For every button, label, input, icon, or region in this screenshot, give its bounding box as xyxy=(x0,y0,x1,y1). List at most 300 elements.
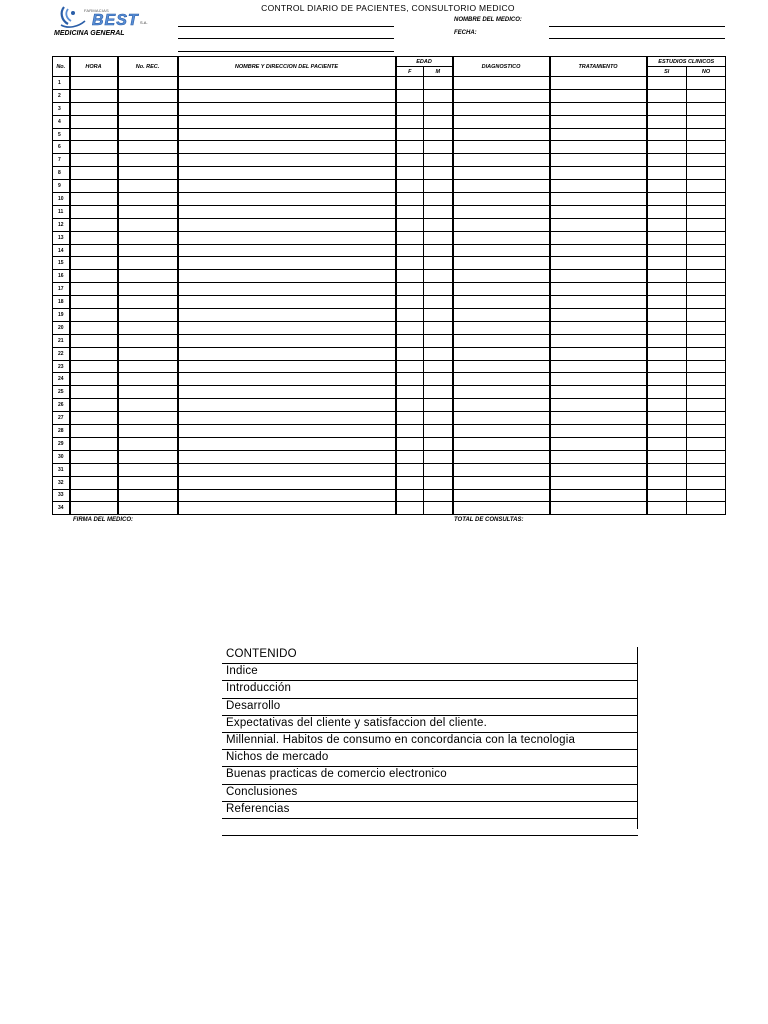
edad-m-cell[interactable] xyxy=(424,257,453,270)
nombre-cell[interactable] xyxy=(178,128,396,141)
hora-cell[interactable] xyxy=(70,347,118,360)
estudios-si-cell[interactable] xyxy=(647,321,687,334)
rec-cell[interactable] xyxy=(118,399,178,412)
rec-cell[interactable] xyxy=(118,309,178,322)
rec-cell[interactable] xyxy=(118,489,178,502)
tratamiento-cell[interactable] xyxy=(550,218,647,231)
date-field[interactable] xyxy=(549,38,725,39)
diagnostico-cell[interactable] xyxy=(453,270,550,283)
hora-cell[interactable] xyxy=(70,205,118,218)
hora-cell[interactable] xyxy=(70,489,118,502)
hora-cell[interactable] xyxy=(70,244,118,257)
estudios-si-cell[interactable] xyxy=(647,450,687,463)
edad-m-cell[interactable] xyxy=(424,399,453,412)
edad-f-cell[interactable] xyxy=(396,167,424,180)
hora-cell[interactable] xyxy=(70,425,118,438)
edad-m-cell[interactable] xyxy=(424,412,453,425)
tratamiento-cell[interactable] xyxy=(550,257,647,270)
diagnostico-cell[interactable] xyxy=(453,77,550,90)
diagnostico-cell[interactable] xyxy=(453,489,550,502)
edad-f-cell[interactable] xyxy=(396,334,424,347)
diagnostico-cell[interactable] xyxy=(453,141,550,154)
diagnostico-cell[interactable] xyxy=(453,412,550,425)
estudios-si-cell[interactable] xyxy=(647,102,687,115)
edad-f-cell[interactable] xyxy=(396,502,424,515)
nombre-cell[interactable] xyxy=(178,231,396,244)
tratamiento-cell[interactable] xyxy=(550,102,647,115)
hora-cell[interactable] xyxy=(70,283,118,296)
rec-cell[interactable] xyxy=(118,270,178,283)
nombre-cell[interactable] xyxy=(178,283,396,296)
edad-f-cell[interactable] xyxy=(396,102,424,115)
diagnostico-cell[interactable] xyxy=(453,476,550,489)
estudios-si-cell[interactable] xyxy=(647,437,687,450)
hora-cell[interactable] xyxy=(70,296,118,309)
tratamiento-cell[interactable] xyxy=(550,231,647,244)
tratamiento-cell[interactable] xyxy=(550,437,647,450)
tratamiento-cell[interactable] xyxy=(550,450,647,463)
nombre-cell[interactable] xyxy=(178,244,396,257)
rec-cell[interactable] xyxy=(118,154,178,167)
estudios-si-cell[interactable] xyxy=(647,244,687,257)
diagnostico-cell[interactable] xyxy=(453,360,550,373)
rec-cell[interactable] xyxy=(118,102,178,115)
diagnostico-cell[interactable] xyxy=(453,437,550,450)
edad-f-cell[interactable] xyxy=(396,128,424,141)
nombre-cell[interactable] xyxy=(178,360,396,373)
edad-m-cell[interactable] xyxy=(424,296,453,309)
estudios-no-cell[interactable] xyxy=(687,205,726,218)
nombre-cell[interactable] xyxy=(178,425,396,438)
edad-f-cell[interactable] xyxy=(396,425,424,438)
hora-cell[interactable] xyxy=(70,77,118,90)
tratamiento-cell[interactable] xyxy=(550,425,647,438)
tratamiento-cell[interactable] xyxy=(550,77,647,90)
estudios-si-cell[interactable] xyxy=(647,476,687,489)
nombre-cell[interactable] xyxy=(178,502,396,515)
hora-cell[interactable] xyxy=(70,360,118,373)
diagnostico-cell[interactable] xyxy=(453,321,550,334)
diagnostico-cell[interactable] xyxy=(453,309,550,322)
nombre-cell[interactable] xyxy=(178,167,396,180)
estudios-si-cell[interactable] xyxy=(647,399,687,412)
tratamiento-cell[interactable] xyxy=(550,193,647,206)
estudios-si-cell[interactable] xyxy=(647,218,687,231)
estudios-no-cell[interactable] xyxy=(687,412,726,425)
estudios-si-cell[interactable] xyxy=(647,489,687,502)
estudios-no-cell[interactable] xyxy=(687,373,726,386)
rec-cell[interactable] xyxy=(118,373,178,386)
hora-cell[interactable] xyxy=(70,89,118,102)
estudios-si-cell[interactable] xyxy=(647,89,687,102)
tratamiento-cell[interactable] xyxy=(550,244,647,257)
rec-cell[interactable] xyxy=(118,77,178,90)
edad-m-cell[interactable] xyxy=(424,193,453,206)
edad-m-cell[interactable] xyxy=(424,463,453,476)
hora-cell[interactable] xyxy=(70,102,118,115)
tratamiento-cell[interactable] xyxy=(550,399,647,412)
estudios-no-cell[interactable] xyxy=(687,463,726,476)
diagnostico-cell[interactable] xyxy=(453,373,550,386)
edad-m-cell[interactable] xyxy=(424,77,453,90)
nombre-cell[interactable] xyxy=(178,193,396,206)
nombre-cell[interactable] xyxy=(178,476,396,489)
nombre-cell[interactable] xyxy=(178,102,396,115)
edad-m-cell[interactable] xyxy=(424,347,453,360)
nombre-cell[interactable] xyxy=(178,154,396,167)
edad-f-cell[interactable] xyxy=(396,244,424,257)
estudios-si-cell[interactable] xyxy=(647,334,687,347)
rec-cell[interactable] xyxy=(118,231,178,244)
edad-m-cell[interactable] xyxy=(424,270,453,283)
edad-m-cell[interactable] xyxy=(424,102,453,115)
nombre-cell[interactable] xyxy=(178,89,396,102)
hora-cell[interactable] xyxy=(70,128,118,141)
edad-m-cell[interactable] xyxy=(424,321,453,334)
edad-m-cell[interactable] xyxy=(424,154,453,167)
estudios-si-cell[interactable] xyxy=(647,386,687,399)
diagnostico-cell[interactable] xyxy=(453,425,550,438)
tratamiento-cell[interactable] xyxy=(550,115,647,128)
tratamiento-cell[interactable] xyxy=(550,309,647,322)
hora-cell[interactable] xyxy=(70,412,118,425)
hora-cell[interactable] xyxy=(70,193,118,206)
edad-f-cell[interactable] xyxy=(396,257,424,270)
edad-m-cell[interactable] xyxy=(424,180,453,193)
tratamiento-cell[interactable] xyxy=(550,154,647,167)
estudios-no-cell[interactable] xyxy=(687,296,726,309)
hora-cell[interactable] xyxy=(70,463,118,476)
edad-f-cell[interactable] xyxy=(396,77,424,90)
rec-cell[interactable] xyxy=(118,205,178,218)
edad-f-cell[interactable] xyxy=(396,154,424,167)
rec-cell[interactable] xyxy=(118,502,178,515)
estudios-si-cell[interactable] xyxy=(647,309,687,322)
estudios-no-cell[interactable] xyxy=(687,141,726,154)
diagnostico-cell[interactable] xyxy=(453,334,550,347)
estudios-no-cell[interactable] xyxy=(687,425,726,438)
edad-f-cell[interactable] xyxy=(396,489,424,502)
nombre-cell[interactable] xyxy=(178,450,396,463)
edad-m-cell[interactable] xyxy=(424,502,453,515)
tratamiento-cell[interactable] xyxy=(550,360,647,373)
edad-m-cell[interactable] xyxy=(424,425,453,438)
edad-f-cell[interactable] xyxy=(396,360,424,373)
hora-cell[interactable] xyxy=(70,334,118,347)
tratamiento-cell[interactable] xyxy=(550,89,647,102)
edad-m-cell[interactable] xyxy=(424,360,453,373)
tratamiento-cell[interactable] xyxy=(550,489,647,502)
rec-cell[interactable] xyxy=(118,437,178,450)
diagnostico-cell[interactable] xyxy=(453,463,550,476)
diagnostico-cell[interactable] xyxy=(453,193,550,206)
estudios-no-cell[interactable] xyxy=(687,128,726,141)
estudios-no-cell[interactable] xyxy=(687,89,726,102)
tratamiento-cell[interactable] xyxy=(550,463,647,476)
hora-cell[interactable] xyxy=(70,270,118,283)
estudios-si-cell[interactable] xyxy=(647,257,687,270)
estudios-si-cell[interactable] xyxy=(647,360,687,373)
edad-m-cell[interactable] xyxy=(424,437,453,450)
hora-cell[interactable] xyxy=(70,373,118,386)
nombre-cell[interactable] xyxy=(178,334,396,347)
nombre-cell[interactable] xyxy=(178,373,396,386)
diagnostico-cell[interactable] xyxy=(453,154,550,167)
nombre-cell[interactable] xyxy=(178,399,396,412)
diagnostico-cell[interactable] xyxy=(453,115,550,128)
rec-cell[interactable] xyxy=(118,321,178,334)
edad-f-cell[interactable] xyxy=(396,309,424,322)
nombre-cell[interactable] xyxy=(178,309,396,322)
tratamiento-cell[interactable] xyxy=(550,141,647,154)
estudios-si-cell[interactable] xyxy=(647,425,687,438)
tratamiento-cell[interactable] xyxy=(550,205,647,218)
nombre-cell[interactable] xyxy=(178,347,396,360)
estudios-no-cell[interactable] xyxy=(687,180,726,193)
tratamiento-cell[interactable] xyxy=(550,321,647,334)
rec-cell[interactable] xyxy=(118,180,178,193)
edad-f-cell[interactable] xyxy=(396,386,424,399)
estudios-no-cell[interactable] xyxy=(687,102,726,115)
tratamiento-cell[interactable] xyxy=(550,412,647,425)
hora-cell[interactable] xyxy=(70,231,118,244)
diagnostico-cell[interactable] xyxy=(453,450,550,463)
rec-cell[interactable] xyxy=(118,283,178,296)
edad-f-cell[interactable] xyxy=(396,89,424,102)
estudios-si-cell[interactable] xyxy=(647,412,687,425)
estudios-no-cell[interactable] xyxy=(687,244,726,257)
rec-cell[interactable] xyxy=(118,334,178,347)
estudios-si-cell[interactable] xyxy=(647,77,687,90)
edad-f-cell[interactable] xyxy=(396,476,424,489)
edad-m-cell[interactable] xyxy=(424,141,453,154)
rec-cell[interactable] xyxy=(118,347,178,360)
rec-cell[interactable] xyxy=(118,450,178,463)
nombre-cell[interactable] xyxy=(178,437,396,450)
estudios-no-cell[interactable] xyxy=(687,347,726,360)
edad-f-cell[interactable] xyxy=(396,347,424,360)
estudios-no-cell[interactable] xyxy=(687,309,726,322)
edad-f-cell[interactable] xyxy=(396,270,424,283)
hora-cell[interactable] xyxy=(70,450,118,463)
nombre-cell[interactable] xyxy=(178,115,396,128)
diagnostico-cell[interactable] xyxy=(453,89,550,102)
edad-f-cell[interactable] xyxy=(396,180,424,193)
edad-m-cell[interactable] xyxy=(424,373,453,386)
hora-cell[interactable] xyxy=(70,399,118,412)
diagnostico-cell[interactable] xyxy=(453,386,550,399)
diagnostico-cell[interactable] xyxy=(453,296,550,309)
estudios-si-cell[interactable] xyxy=(647,180,687,193)
edad-m-cell[interactable] xyxy=(424,476,453,489)
edad-m-cell[interactable] xyxy=(424,128,453,141)
edad-m-cell[interactable] xyxy=(424,334,453,347)
estudios-si-cell[interactable] xyxy=(647,141,687,154)
tratamiento-cell[interactable] xyxy=(550,373,647,386)
nombre-cell[interactable] xyxy=(178,296,396,309)
edad-f-cell[interactable] xyxy=(396,321,424,334)
nombre-cell[interactable] xyxy=(178,218,396,231)
nombre-cell[interactable] xyxy=(178,489,396,502)
diagnostico-cell[interactable] xyxy=(453,128,550,141)
edad-m-cell[interactable] xyxy=(424,309,453,322)
rec-cell[interactable] xyxy=(118,128,178,141)
diagnostico-cell[interactable] xyxy=(453,167,550,180)
estudios-si-cell[interactable] xyxy=(647,154,687,167)
edad-m-cell[interactable] xyxy=(424,244,453,257)
diagnostico-cell[interactable] xyxy=(453,244,550,257)
edad-f-cell[interactable] xyxy=(396,412,424,425)
estudios-no-cell[interactable] xyxy=(687,489,726,502)
edad-f-cell[interactable] xyxy=(396,296,424,309)
rec-cell[interactable] xyxy=(118,412,178,425)
hora-cell[interactable] xyxy=(70,141,118,154)
edad-f-cell[interactable] xyxy=(396,437,424,450)
edad-f-cell[interactable] xyxy=(396,205,424,218)
rec-cell[interactable] xyxy=(118,386,178,399)
estudios-si-cell[interactable] xyxy=(647,283,687,296)
edad-m-cell[interactable] xyxy=(424,489,453,502)
estudios-no-cell[interactable] xyxy=(687,283,726,296)
nombre-cell[interactable] xyxy=(178,386,396,399)
nombre-cell[interactable] xyxy=(178,321,396,334)
edad-f-cell[interactable] xyxy=(396,399,424,412)
estudios-si-cell[interactable] xyxy=(647,373,687,386)
edad-f-cell[interactable] xyxy=(396,463,424,476)
hora-cell[interactable] xyxy=(70,476,118,489)
estudios-no-cell[interactable] xyxy=(687,167,726,180)
estudios-si-cell[interactable] xyxy=(647,231,687,244)
rec-cell[interactable] xyxy=(118,167,178,180)
nombre-cell[interactable] xyxy=(178,412,396,425)
tratamiento-cell[interactable] xyxy=(550,502,647,515)
diagnostico-cell[interactable] xyxy=(453,502,550,515)
estudios-si-cell[interactable] xyxy=(647,193,687,206)
edad-f-cell[interactable] xyxy=(396,141,424,154)
diagnostico-cell[interactable] xyxy=(453,399,550,412)
edad-f-cell[interactable] xyxy=(396,373,424,386)
tratamiento-cell[interactable] xyxy=(550,167,647,180)
tratamiento-cell[interactable] xyxy=(550,296,647,309)
hora-cell[interactable] xyxy=(70,502,118,515)
estudios-si-cell[interactable] xyxy=(647,463,687,476)
nombre-cell[interactable] xyxy=(178,257,396,270)
estudios-si-cell[interactable] xyxy=(647,270,687,283)
estudios-no-cell[interactable] xyxy=(687,386,726,399)
rec-cell[interactable] xyxy=(118,257,178,270)
edad-m-cell[interactable] xyxy=(424,386,453,399)
estudios-no-cell[interactable] xyxy=(687,77,726,90)
edad-m-cell[interactable] xyxy=(424,205,453,218)
estudios-si-cell[interactable] xyxy=(647,502,687,515)
estudios-no-cell[interactable] xyxy=(687,154,726,167)
rec-cell[interactable] xyxy=(118,89,178,102)
nombre-cell[interactable] xyxy=(178,205,396,218)
rec-cell[interactable] xyxy=(118,193,178,206)
diagnostico-cell[interactable] xyxy=(453,205,550,218)
nombre-cell[interactable] xyxy=(178,141,396,154)
nombre-cell[interactable] xyxy=(178,77,396,90)
nombre-cell[interactable] xyxy=(178,270,396,283)
doctor-name-field[interactable] xyxy=(549,26,725,27)
rec-cell[interactable] xyxy=(118,296,178,309)
hora-cell[interactable] xyxy=(70,167,118,180)
estudios-no-cell[interactable] xyxy=(687,257,726,270)
estudios-no-cell[interactable] xyxy=(687,231,726,244)
diagnostico-cell[interactable] xyxy=(453,283,550,296)
estudios-no-cell[interactable] xyxy=(687,321,726,334)
diagnostico-cell[interactable] xyxy=(453,347,550,360)
edad-f-cell[interactable] xyxy=(396,450,424,463)
estudios-no-cell[interactable] xyxy=(687,115,726,128)
edad-m-cell[interactable] xyxy=(424,231,453,244)
diagnostico-cell[interactable] xyxy=(453,257,550,270)
edad-f-cell[interactable] xyxy=(396,115,424,128)
rec-cell[interactable] xyxy=(118,244,178,257)
edad-f-cell[interactable] xyxy=(396,283,424,296)
hora-cell[interactable] xyxy=(70,180,118,193)
tratamiento-cell[interactable] xyxy=(550,283,647,296)
estudios-no-cell[interactable] xyxy=(687,334,726,347)
edad-m-cell[interactable] xyxy=(424,167,453,180)
estudios-si-cell[interactable] xyxy=(647,347,687,360)
estudios-no-cell[interactable] xyxy=(687,193,726,206)
estudios-no-cell[interactable] xyxy=(687,360,726,373)
hora-cell[interactable] xyxy=(70,154,118,167)
edad-m-cell[interactable] xyxy=(424,115,453,128)
hora-cell[interactable] xyxy=(70,386,118,399)
estudios-no-cell[interactable] xyxy=(687,476,726,489)
edad-m-cell[interactable] xyxy=(424,218,453,231)
edad-f-cell[interactable] xyxy=(396,218,424,231)
hora-cell[interactable] xyxy=(70,321,118,334)
diagnostico-cell[interactable] xyxy=(453,218,550,231)
tratamiento-cell[interactable] xyxy=(550,476,647,489)
rec-cell[interactable] xyxy=(118,360,178,373)
diagnostico-cell[interactable] xyxy=(453,180,550,193)
rec-cell[interactable] xyxy=(118,115,178,128)
tratamiento-cell[interactable] xyxy=(550,347,647,360)
diagnostico-cell[interactable] xyxy=(453,231,550,244)
nombre-cell[interactable] xyxy=(178,463,396,476)
edad-m-cell[interactable] xyxy=(424,450,453,463)
tratamiento-cell[interactable] xyxy=(550,180,647,193)
estudios-si-cell[interactable] xyxy=(647,128,687,141)
diagnostico-cell[interactable] xyxy=(453,102,550,115)
tratamiento-cell[interactable] xyxy=(550,386,647,399)
tratamiento-cell[interactable] xyxy=(550,334,647,347)
estudios-si-cell[interactable] xyxy=(647,296,687,309)
estudios-no-cell[interactable] xyxy=(687,399,726,412)
hora-cell[interactable] xyxy=(70,309,118,322)
tratamiento-cell[interactable] xyxy=(550,128,647,141)
edad-m-cell[interactable] xyxy=(424,89,453,102)
estudios-no-cell[interactable] xyxy=(687,218,726,231)
estudios-si-cell[interactable] xyxy=(647,167,687,180)
edad-m-cell[interactable] xyxy=(424,283,453,296)
edad-f-cell[interactable] xyxy=(396,231,424,244)
edad-f-cell[interactable] xyxy=(396,193,424,206)
tratamiento-cell[interactable] xyxy=(550,270,647,283)
estudios-no-cell[interactable] xyxy=(687,502,726,515)
rec-cell[interactable] xyxy=(118,476,178,489)
hora-cell[interactable] xyxy=(70,437,118,450)
estudios-no-cell[interactable] xyxy=(687,437,726,450)
estudios-si-cell[interactable] xyxy=(647,205,687,218)
estudios-no-cell[interactable] xyxy=(687,270,726,283)
rec-cell[interactable] xyxy=(118,463,178,476)
rec-cell[interactable] xyxy=(118,141,178,154)
